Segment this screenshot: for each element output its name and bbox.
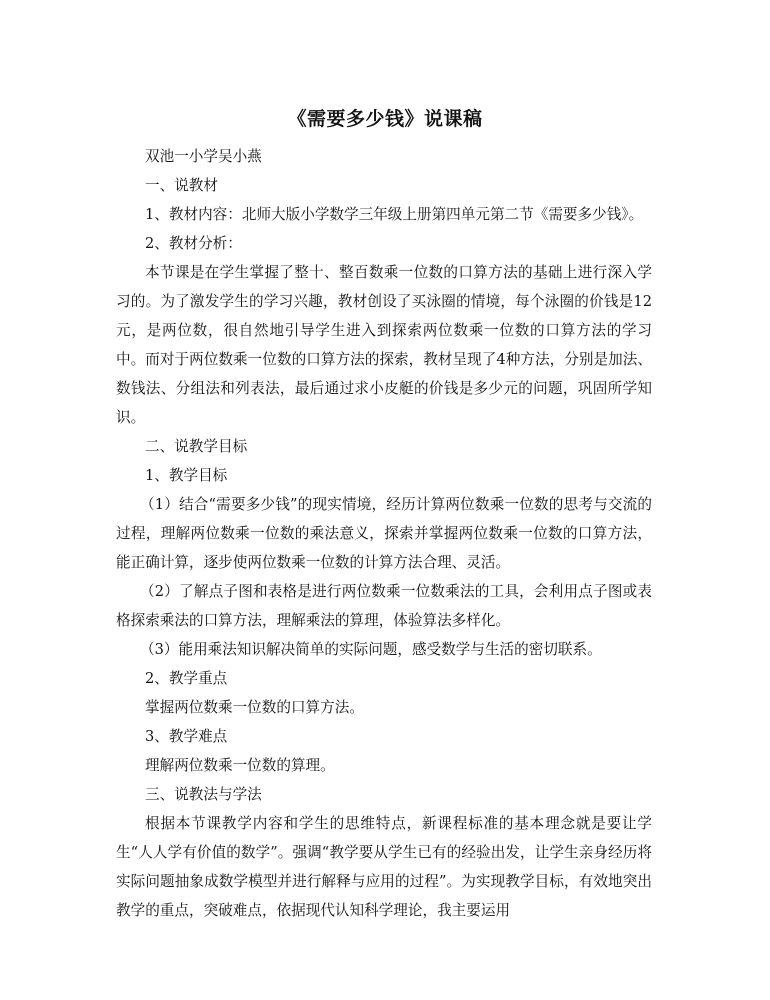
document-paragraph: 1、教学目标 [145,467,228,484]
document-paragraph: 2、教学重点 [145,670,228,687]
document-paragraph: 3、教学难点 [145,728,228,745]
document-paragraph: 一、说教材 [145,177,218,194]
document-paragraph: 本节课是在学生掌握了整十、整百数乘一位数的口算方法的基础上进行深入学习的。为了激发学生的学习兴趣，教材创设了买泳圈的情境，每个泳圈的价钱是12元，是两位数，很自然地引导学生进入到探索两位数乘一位数的口算方法的学习中。而对于两位数乘一位数的口算方法的探索，教材呈现了4种方法，分别是加法、数钱法、分组法和列表法，最后通过求小皮艇的价钱是多少元的问题，巩固所学知识。 [116,264,652,426]
document-title: 《需要多少钱》说课稿 [287,108,483,130]
document-paragraph: 双池一小学吴小燕 [145,148,262,165]
document-paragraph: 二、说教学目标 [145,438,248,455]
document-paragraph: 根据本节课教学内容和学生的思维特点，新课程标准的基本理念就是要让学生“人人学有价值的数学”。强调“教学要从学生已有的经验出发，让学生亲身经历将实际问题抽象成数学模型并进行解释与应用的过程”。为实现教学目标，有效地突出教学的重点，突破难点，依据现代认知科学理论，我主要运用 [116,815,652,919]
document-paragraph: （1）结合“需要多少钱”的现实情境，经历计算两位数乘一位数的思考与交流的过程，理解两位数乘一位数的乘法意义，探索并掌握两位数乘一位数的口算方法，能正确计算，逐步使两位数乘一位数的计算方法合理、灵活。 [116,496,652,571]
document-paragraph: 掌握两位数乘一位数的口算方法。 [145,699,364,716]
document-paragraph: 三、说教法与学法 [145,786,262,803]
document-body [116,142,652,925]
document-paragraph: （2）了解点子图和表格是进行两位数乘一位数乘法的工具，会利用点子图或表格探索乘法的口算方法，理解乘法的算理，体验算法多样化。 [116,583,652,629]
document-paragraph: 2、教材分析： [145,235,242,252]
document-paragraph: 理解两位数乘一位数的算理。 [145,757,335,774]
document-paragraph: 1、教材内容：北师大版小学数学三年级上册第四单元第二节《需要多少钱》。 [145,206,644,223]
document-paragraph: （3）能用乘法知识解决简单的实际问题，感受数学与生活的密切联系。 [140,641,602,658]
